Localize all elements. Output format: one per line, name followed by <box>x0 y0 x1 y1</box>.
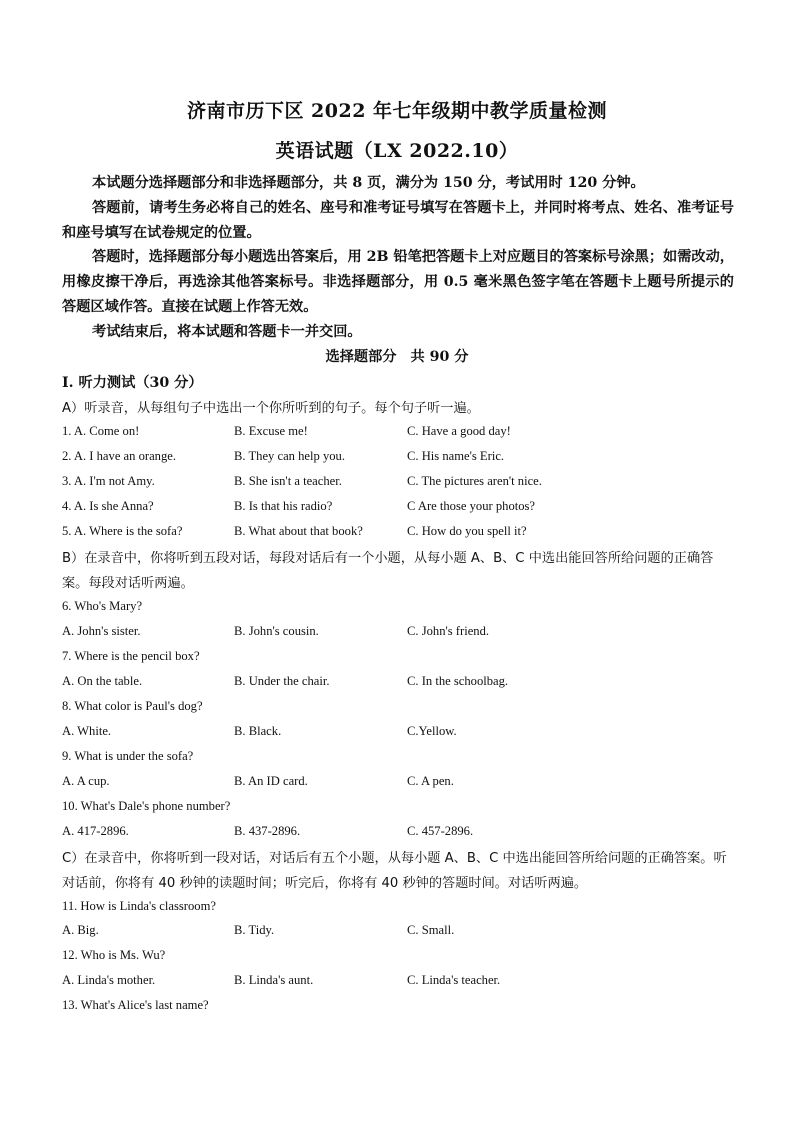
instruction-paragraph-3: 答题时，选择题部分每小题选出答案后，用 2B 铅笔把答题卡上对应题目的答案标号涂黑；如需改动，用橡皮擦干净后，再选涂其他答案标号。非选择题部分，用 0.5 毫米黑色签字笔在答题卡上题号所提示的答题区域作答。直接在试题上作答无效。 <box>62 249 734 315</box>
page-subtitle: 英语试题（LX 2022.10） <box>275 140 519 162</box>
option-a: A. On the table. <box>62 674 143 688</box>
option-c: C. How do you spell it? <box>407 524 527 538</box>
option-c: C. His name's Eric. <box>407 449 505 463</box>
option-c: C.Yellow. <box>407 724 457 738</box>
option-b: B. John's cousin. <box>234 624 319 638</box>
option-b: B. They can help you. <box>234 449 345 463</box>
option-b: B. An ID card. <box>234 774 308 788</box>
option-c: C. John's friend. <box>407 624 490 638</box>
instruction-paragraph-2: 答题前，请考生务必将自己的姓名、座号和准考证号填写在答题卡上，并同时将考点、姓名、准考证号和座号填写在试卷规定的位置。 <box>62 200 734 241</box>
question: 10. What's Dale's phone number? <box>62 799 231 813</box>
option-a: A. Linda's mother. <box>62 973 156 987</box>
option-a: 2. A. I have an orange. <box>62 449 177 463</box>
option-a: A. A cup. <box>62 774 110 788</box>
option-b: B. What about that book? <box>234 524 363 538</box>
option-c: C. Linda's teacher. <box>407 973 501 987</box>
option-a: A. White. <box>62 724 112 738</box>
option-c: C. Have a good day! <box>407 424 511 438</box>
option-b: B. Is that his radio? <box>234 499 333 513</box>
question: 13. What's Alice's last name? <box>62 998 209 1012</box>
option-a: 1. A. Come on! <box>62 424 140 438</box>
page-title: 济南市历下区 2022 年七年级期中教学质量检测 <box>186 100 608 122</box>
option-a: A. Big. <box>62 923 99 937</box>
option-b: B. Under the chair. <box>234 674 330 688</box>
option-c: C. 457-2896. <box>407 824 474 838</box>
option-c: C Are those your photos? <box>407 499 536 513</box>
option-b: B. Linda's aunt. <box>234 973 314 987</box>
question: 7. Where is the pencil box? <box>62 649 200 663</box>
instruction-paragraph-4: 考试结束后，将本试题和答题卡一并交回。 <box>92 324 362 340</box>
question: 11. How is Linda's classroom? <box>62 899 216 913</box>
part-header-points: 共 90 分 <box>410 349 469 365</box>
part-header-label: 选择题部分 <box>325 349 397 365</box>
option-b: B. Black. <box>234 724 282 738</box>
option-a: A. John's sister. <box>62 624 141 638</box>
part-header <box>0 346 794 366</box>
option-a: 4. A. Is she Anna? <box>62 499 154 513</box>
option-b: B. Excuse me! <box>234 424 308 438</box>
part-c-instruction: C）在录音中，你将听到一段对话，对话后有五个小题，从每小题 A、B、C 中选出能回答所给问题的正确答案。听对话前，你将有 40 秒钟的读题时间；听完后，你将有 40 秒钟的答题时间。对话听两遍。 <box>62 851 727 891</box>
option-c: C. In the schoolbag. <box>407 674 509 688</box>
instruction-paragraph-1: 本试题分选择题部分和非选择题部分，共 8 页，满分为 150 分，考试用时 120 分钟。 <box>92 175 645 191</box>
question: 9. What is under the sofa? <box>62 749 194 763</box>
option-c: C. A pen. <box>407 774 454 788</box>
option-b: B. 437-2896. <box>234 824 301 838</box>
option-a: 3. A. I'm not Amy. <box>62 474 155 488</box>
question: 8. What color is Paul's dog? <box>62 699 203 713</box>
section-title: Ⅰ. 听力测试（30 分） <box>62 375 203 391</box>
option-a: 5. A. Where is the sofa? <box>62 524 183 538</box>
option-c: C. The pictures aren't nice. <box>407 474 542 488</box>
part-a-instruction: A）听录音，从每组句子中选出一个你所听到的句子。每个句子听一遍。 <box>62 401 480 416</box>
question: 6. Who's Mary? <box>62 599 143 613</box>
option-b: B. She isn't a teacher. <box>234 474 342 488</box>
part-b-instruction: B）在录音中，你将听到五段对话，每段对话后有一个小题，从每小题 A、B、C 中选出能回答所给问题的正确答案。每段对话听两遍。 <box>62 551 714 591</box>
question: 12. Who is Ms. Wu? <box>62 948 166 962</box>
option-c: C. Small. <box>407 923 455 937</box>
option-b: B. Tidy. <box>234 923 275 937</box>
option-a: A. 417-2896. <box>62 824 129 838</box>
